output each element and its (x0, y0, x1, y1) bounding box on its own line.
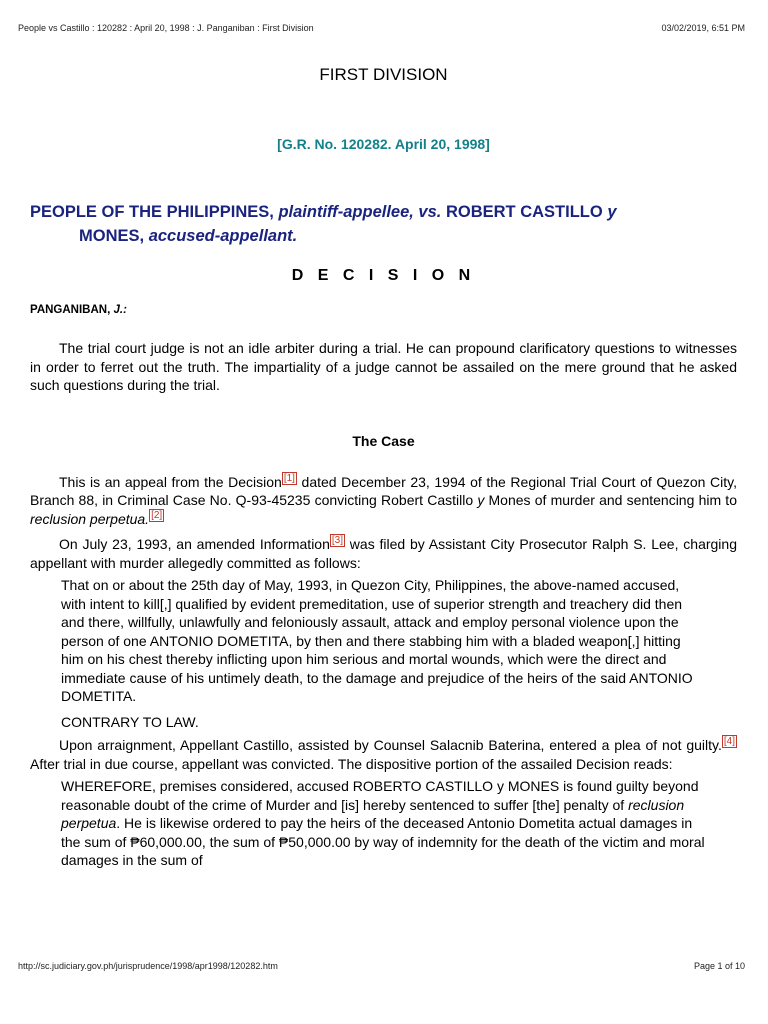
text-span: reclusion perpetua (61, 796, 685, 831)
plaintiff-role: plaintiff-appellee, vs. (278, 203, 442, 221)
print-footer-url: http://sc.judiciary.gov.ph/jurisprudence/1998/apr1998/120282.htm (18, 961, 278, 971)
text-span: This is an appeal from the Decision (59, 473, 282, 490)
plaintiff-name: PEOPLE OF THE PHILIPPINES, (30, 203, 274, 221)
text-span: reclusion perpetua. (30, 510, 150, 527)
quoted-information: That on or about the 25th day of May, 1993, in Quezon City, Philippines, the above-named accused, with intent to kill[,] qualified by evident premeditation, use of superior strength and treachery did then and there, willfully, unlawfully and feloniously assault, attack and employ personal violence upon the person of one ANTONIO DOMETITA, by then and there stabbing him with a bladed weapon[,] hitting him on his chest thereby inflicting upon him serious and mortal wounds, which were the direct and immediate cause of his untimely death, to the damage and prejudice of the heirs of the said ANTONIO DOMETITA. (61, 577, 693, 704)
section-heading-the-case: The Case (352, 432, 415, 449)
text-span: After trial in due course, appellant was convicted. The dispositive portion of the assailed Decision reads: (30, 755, 673, 772)
document-body (30, 62, 737, 870)
text-span: Upon arraignment, Appellant Castillo, assisted by Counsel Salacnib Baterina, entered a plea of not guilty. (59, 737, 722, 753)
print-footer-page: Page 1 of 10 (693, 961, 745, 971)
accused-lastname: MONES, (79, 227, 145, 245)
ponente (30, 302, 737, 318)
case-number: [G.R. No. 120282. April 20, 1998] (277, 136, 490, 152)
text-span: y (477, 492, 485, 508)
accused-name-y: y (607, 203, 617, 221)
quoted-dispositive (61, 777, 707, 870)
text-span: was filed by Assistant City Prosecutor Ralph S. Lee, charging appellant with murder allegedly committed as follows: (30, 536, 737, 571)
accused-role: accused-appellant. (148, 227, 298, 245)
text-span: . He is likewise ordered to pay the heirs of the deceased Antonio Dometita actual damages in the sum of ₱60,000.00, the sum of ₱50,000.00 by way of indemnity for the death of the victim and moral damages in the sum of (61, 815, 705, 868)
division-heading: FIRST DIVISION (319, 65, 448, 84)
print-header-datetime: 03/02/2019, 6:51 PM (661, 23, 745, 33)
decision-title: D E C I S I O N (291, 267, 476, 284)
text-span: Mones of murder and sentencing him to (484, 492, 737, 508)
text-span: dated December 23, 1994 of the Regional Trial Court of Quezon City, Branch 88, in Criminal Case No. Q-93-45235 convicting Robert Castillo (30, 473, 737, 508)
ponente-name: PANGANIBAN, (30, 304, 111, 316)
footnote-link-2[interactable]: [2] (151, 509, 163, 521)
footnote-link-3[interactable]: [3] (331, 535, 343, 547)
contrary-to-law: CONTRARY TO LAW. (61, 713, 199, 730)
paragraph-arraignment (30, 736, 737, 773)
print-header-title: People vs Castillo : 120282 : April 20, 1998 : J. Panganiban : First Division (18, 23, 314, 33)
text-span: On July 23, 1993, an amended Information (59, 536, 330, 552)
paragraph-appeal (30, 473, 737, 529)
paragraph-information (30, 535, 737, 572)
paragraph-intro: The trial court judge is not an idle arbiter during a trial. He can propound clarificatory questions to witnesses in order to ferret out the truth. The impartiality of a judge cannot be assailed on the mere ground that he asked such questions during the trial. (30, 340, 737, 393)
case-parties (30, 200, 737, 248)
ponente-j: J.: (113, 304, 127, 316)
footnote-link-1[interactable]: [1] (283, 472, 295, 484)
footnote-link-4[interactable]: [4] (723, 736, 735, 748)
accused-name: ROBERT CASTILLO (445, 203, 603, 221)
text-span: WHEREFORE, premises considered, accused ROBERTO CASTILLO y MONES is found guilty beyond reasonable doubt of the crime of Murder and [is] hereby sentenced to suffer [the] penalty of (61, 778, 699, 813)
